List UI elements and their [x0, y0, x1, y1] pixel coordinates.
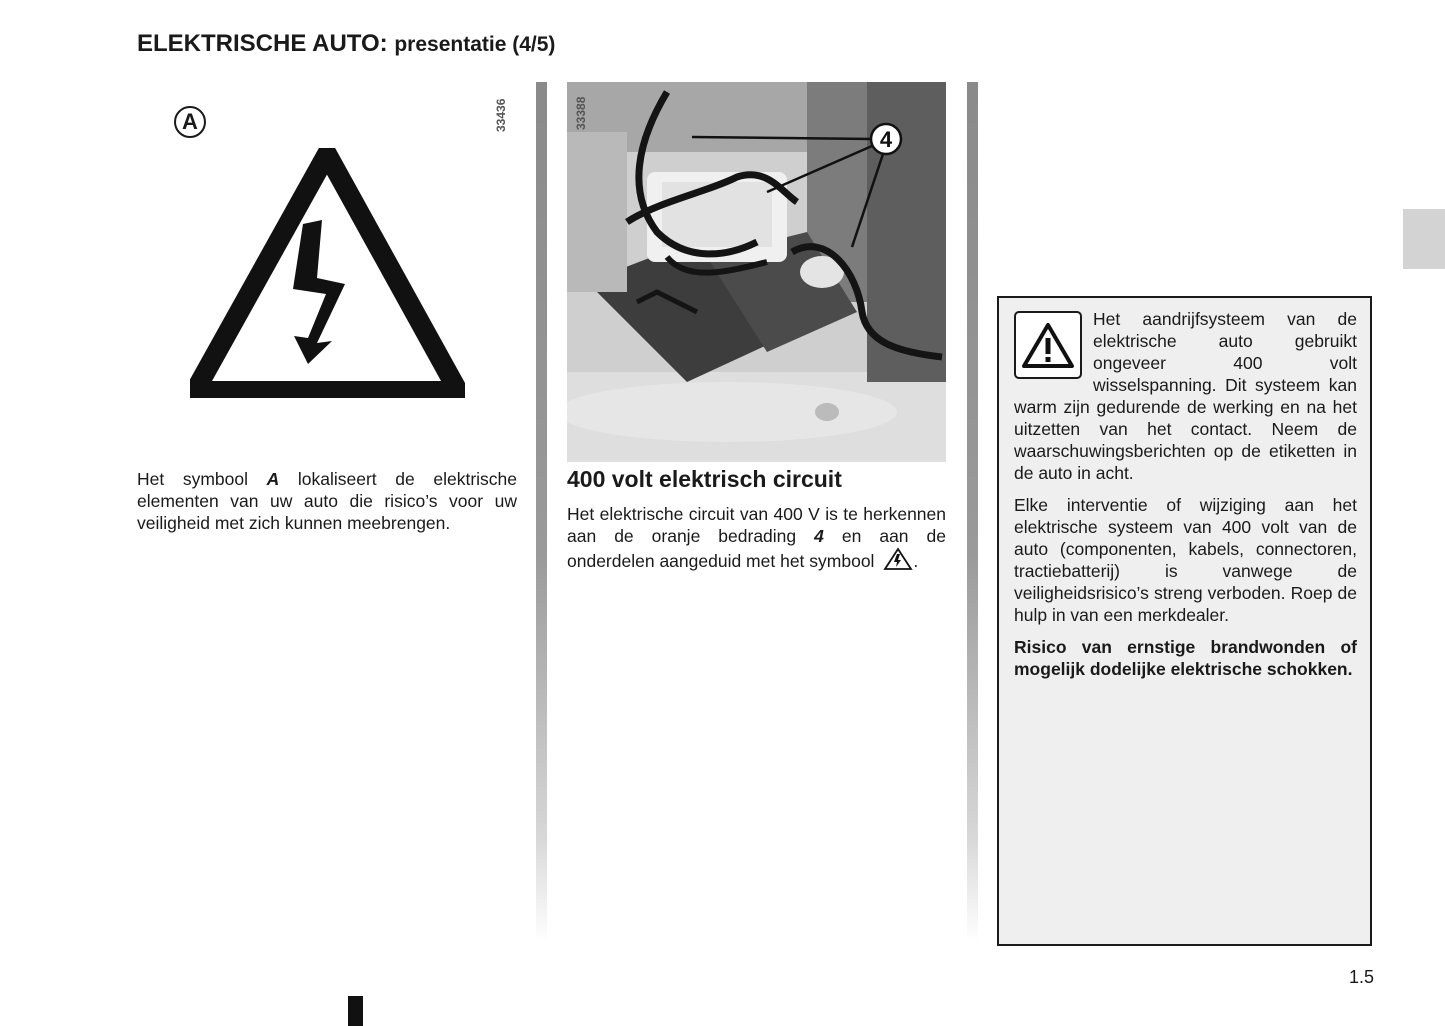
section-heading: 400 volt elektrisch circuit: [567, 466, 842, 492]
engine-bay-photo: [567, 82, 946, 462]
photo-callout-4: 4: [879, 127, 893, 152]
warning-triangle-icon: [1014, 311, 1082, 379]
page-title: [137, 30, 555, 58]
section-tab: [1403, 209, 1445, 269]
symbol-ref: A: [266, 469, 280, 489]
warning-text-3: Risico van ernstige brandwonden of mogelijk dodelijke elektrische schokken.: [1014, 637, 1357, 679]
title-main: ELEKTRISCHE AUTO:: [137, 30, 388, 57]
symbol-description: Het symbool A lokaliseert de elektrische elementen van uw auto die risico’s voor uw veiligheid met zich kunnen meebrengen.: [137, 469, 517, 533]
page-number: 1.5: [1349, 967, 1375, 987]
warning-text-1: Het aandrijfsysteem van de elektrische auto gebruikt ongeveer 400 volt wisselspanning. Dit systeem kan warm zijn gedurende de werking en na het uitzetten van het contact. Neem de waarschuwingsberichten op de etiketten in de auto in acht.: [1014, 309, 1357, 483]
high-voltage-inline-icon: [883, 547, 913, 571]
image-code: 33388: [574, 96, 588, 130]
wiring-ref: 4: [814, 526, 824, 546]
warning-text-2: Elke interventie of wijziging aan het elektrische systeem van 400 volt van de auto (componenten, kabels, connectoren, tractiebatterij) is vanwege de veiligheidsrisico’s streng verboden. Roep de hulp in van een merkdealer.: [1014, 495, 1357, 625]
title-sub: presentatie (4/5): [394, 33, 556, 56]
column-divider: [967, 82, 978, 942]
print-mark: [348, 996, 363, 1026]
image-code: 33436: [494, 98, 508, 132]
column-divider: [536, 82, 547, 942]
high-voltage-warning-icon: [190, 148, 465, 398]
circuit-description: Het elektrische circuit van 400 V is te herkennen aan de oranje bedrading 4 en aan de onderdelen aangeduid met het symbool .: [567, 504, 946, 571]
figure-marker-a: A: [174, 106, 206, 138]
warning-box: [997, 296, 1372, 946]
